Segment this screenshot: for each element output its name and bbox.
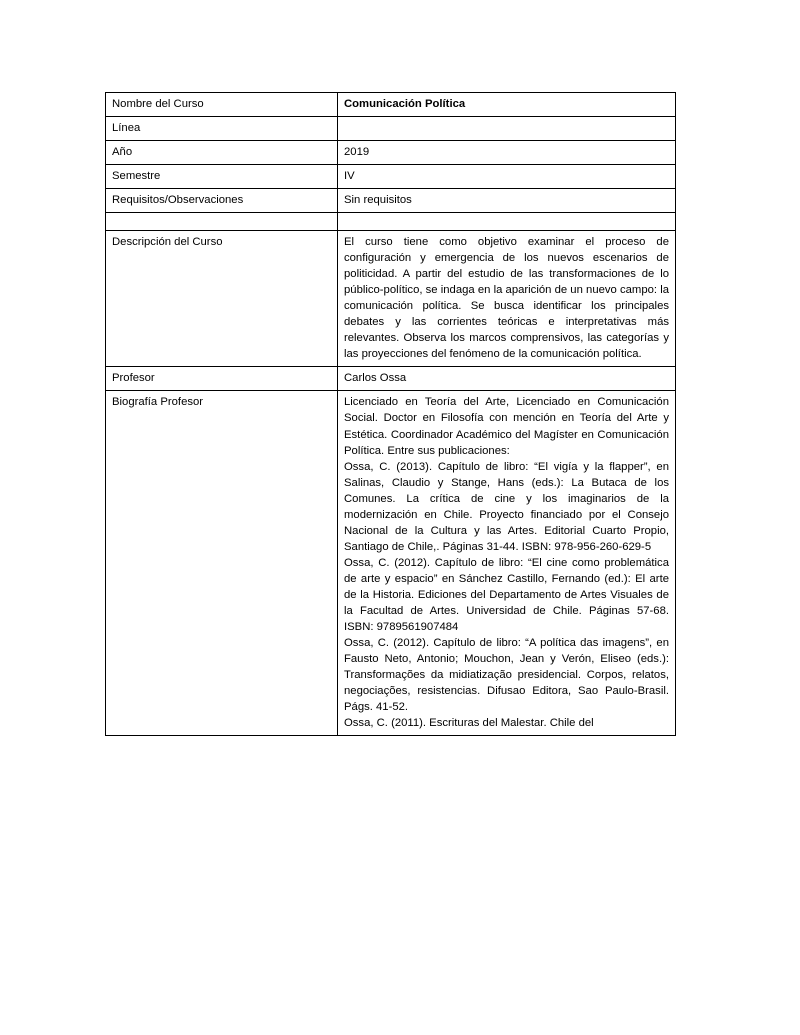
table-row bbox=[106, 367, 676, 391]
bio-paragraph: Ossa, C. (2013). Capítulo de libro: “El vigía y la flapper”, en Salinas, Claudio y Stange, Hans (eds.): La Butaca de los Comunes. La crítica de cine y los imaginarios de la modernización en Chile. Proyecto financiado por el Consejo Nacional de la Cultura y las Artes. Editorial Cuarto Propio, Santiago de Chile,. Páginas 31-44. ISBN: 978-956-260-629-5 bbox=[344, 460, 669, 553]
table-body bbox=[106, 93, 676, 736]
row-value-profesor: Carlos Ossa bbox=[338, 367, 676, 391]
table-row bbox=[106, 189, 676, 213]
bio-paragraph: Licenciado en Teoría del Arte, Licenciado en Comunicación Social. Doctor en Filosofía con mención en Teoría del Arte y Estética. Coordinador Académico del Magíster en Comunicación Política. Entre sus publicaciones: bbox=[344, 396, 669, 457]
row-label-semestre: Semestre bbox=[106, 165, 338, 189]
row-label-profesor: Profesor bbox=[106, 367, 338, 391]
row-value-spacer bbox=[338, 213, 676, 231]
table-row bbox=[106, 93, 676, 117]
row-value-linea bbox=[338, 117, 676, 141]
row-label-biografia-profesor: Biografía Profesor bbox=[106, 391, 338, 736]
bio-paragraph: Ossa, C. (2011). Escrituras del Malestar. Chile del bbox=[344, 717, 594, 730]
row-value-nombre-del-curso: Comunicación Política bbox=[338, 93, 676, 117]
row-value-semestre: IV bbox=[338, 165, 676, 189]
table-row bbox=[106, 117, 676, 141]
table-row bbox=[106, 165, 676, 189]
row-label-requisitos: Requisitos/Observaciones bbox=[106, 189, 338, 213]
bio-paragraph: Ossa, C. (2012). Capítulo de libro: “A política das imagens”, en Fausto Neto, Antonio; Mouchon, Jean y Verón, Eliseo (eds.): Transformações da midiatização presidencial. Corpos, relatos, negociações, resistencias. Difusao Editora, Sao Paulo-Brasil. Págs. 41-52. bbox=[344, 636, 669, 714]
row-value-requisitos: Sin requisitos bbox=[338, 189, 676, 213]
table-row bbox=[106, 231, 676, 367]
row-value-descripcion-del-curso: El curso tiene como objetivo examinar el proceso de configuración y emergencia de los nuevos escenarios de politicidad. A partir del estudio de las transformaciones de lo público-político, se indaga en la aparición de un nuevo campo: la comunicación política. Se busca identificar los principales debates y las corrientes teóricas e interpretativas más relevantes. Observa los marcos comprensivos, las categorías y las proyecciones del fenómeno de la comunicación política. bbox=[338, 231, 676, 367]
row-label-nombre-del-curso: Nombre del Curso bbox=[106, 93, 338, 117]
table-row bbox=[106, 391, 676, 736]
row-label-descripcion-del-curso: Descripción del Curso bbox=[106, 231, 338, 367]
table-row-spacer bbox=[106, 213, 676, 231]
row-label-spacer bbox=[106, 213, 338, 231]
bio-paragraph: Ossa, C. (2012). Capítulo de libro: “El cine como problemática de arte y espacio” en Sánchez Castillo, Fernando (ed.): El arte de la Historia. Ediciones del Departamento de Artes Visuales de la Facultad de Artes. Universidad de Chile. Páginas 57-68. ISBN: 9789561907484 bbox=[344, 556, 669, 633]
row-label-linea: Línea bbox=[106, 117, 338, 141]
course-info-table bbox=[105, 92, 676, 736]
row-label-ano: Año bbox=[106, 141, 338, 165]
table-row bbox=[106, 141, 676, 165]
row-value-biografia-profesor bbox=[338, 391, 676, 736]
row-value-ano: 2019 bbox=[338, 141, 676, 165]
